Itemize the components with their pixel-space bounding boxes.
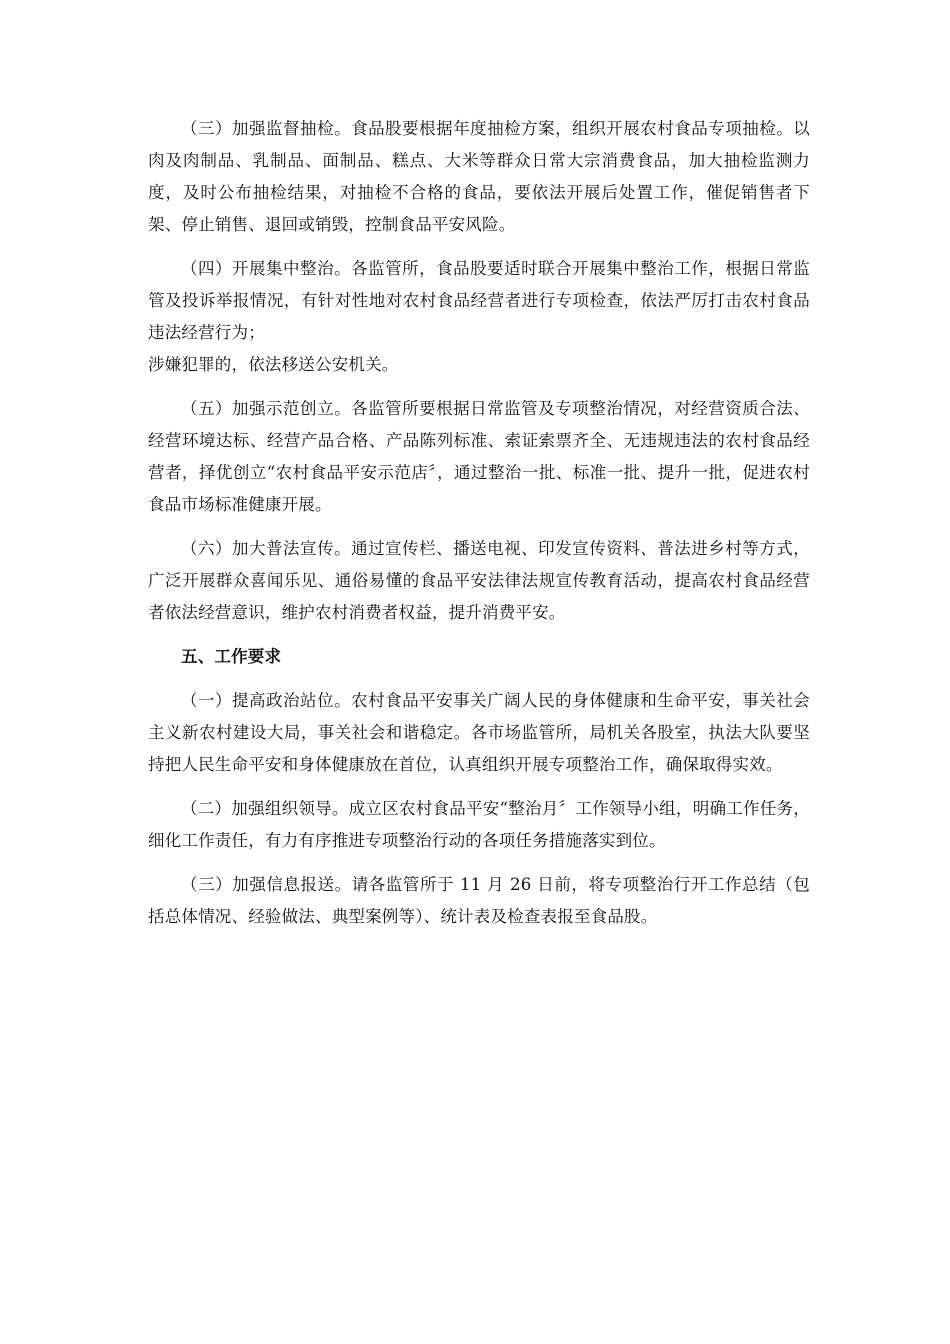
paragraph-legal-publicity: （六）加大普法宣传。通过宣传栏、播送电视、印发宣传资料、普法进乡村等方式，广泛开展群众喜闻乐见、通俗易懂的食品平安法律法规宣传教育活动，提高农村食品经营者依法经营意识，维护农村消费者权益，提升消费平安。 (148, 539, 810, 622)
paragraph-information-reporting: （三）加强信息报送。请各监管所于 11 月 26 日前，将专项整治行开工作总结（包括总体情况、经验做法、典型案例等）、统计表及检查表报至食品股。 (148, 875, 810, 926)
paragraph-centralized-rectification-continued: 涉嫌犯罪的，依法移送公安机关。 (148, 355, 399, 374)
paragraph-political-stance: （一）提高政治站位。农村食品平安事关广阔人民的身体健康和生命平安，事关社会主义新农村建设大局，事关社会和谐稳定。各市场监管所，局机关各股室，执法大队要坚持把人民生命平安和身体健康放在首位，认真组织开展专项整治工作，确保取得实效。 (148, 691, 810, 774)
section-heading-work-requirements: 五、工作要求 (181, 647, 282, 666)
document-body (148, 113, 810, 945)
paragraph-supervision-sampling: （三）加强监督抽检。食品股要根据年度抽检方案，组织开展农村食品专项抽检。以肉及肉制品、乳制品、面制品、糕点、大米等群众日常大宗消费食品，加大抽检监测力度，及时公布抽检结果，对抽检不合格的食品，要依法开展后处置工作，催促销售者下架、停止销售、退回或销毁，控制食品平安风险。 (148, 119, 810, 234)
paragraph-demonstration-creation: （五）加强示范创立。各监管所要根据日常监管及专项整治情况，对经营资质合法、经营环境达标、经营产品合格、产品陈列标准、索证索票齐全、无违规违法的农村食品经营者，择优创立“农村食品平安示范店〞，通过整治一批、标准一批、提升一批，促进农村食品市场标准健康开展。 (148, 399, 810, 514)
paragraph-centralized-rectification: （四）开展集中整治。各监管所，食品股要适时联合开展集中整治工作，根据日常监管及投诉举报情况，有针对性地对农村食品经营者进行专项检查，依法严厉打击农村食品违法经营行为； (148, 259, 810, 342)
paragraph-organizational-leadership: （二）加强组织领导。成立区农村食品平安“整治月〞工作领导小组，明确工作任务，细化工作责任，有力有序推进专项整治行动的各项任务措施落实到位。 (148, 799, 810, 850)
